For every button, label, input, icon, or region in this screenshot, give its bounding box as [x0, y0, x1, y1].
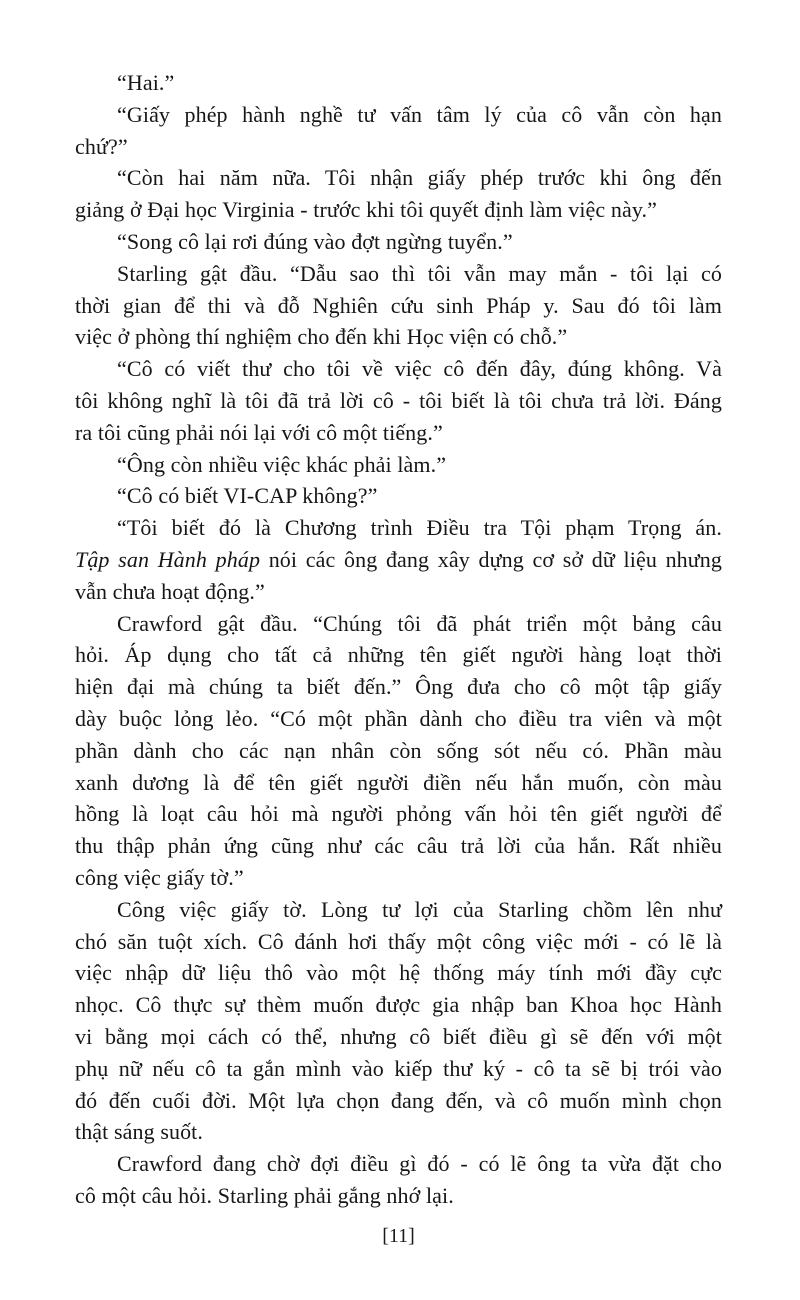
text-segment: việc nhập dữ liệu thô vào một hệ thống máy tính mới đầy cực [75, 960, 722, 986]
paragraph [75, 258, 722, 353]
text-segment: Công việc giấy tờ. Lòng tư lợi của Starling chồm lên như [117, 896, 722, 922]
text-segment: “Tôi biết đó là Chương trình Điều tra Tội phạm Trọng án. [117, 515, 722, 541]
text-line [75, 385, 722, 417]
text-segment: dày buộc lỏng lẻo. “Có một phần dành cho điều tra viên và một [75, 705, 722, 731]
text-line [75, 1148, 722, 1180]
text-line [75, 1021, 722, 1053]
text-line [75, 449, 722, 481]
text-segment: công việc giấy tờ.” [75, 864, 244, 890]
text-line [75, 512, 722, 544]
text-line [75, 417, 722, 449]
text-segment: nhọc. Cô thực sự thèm muốn được gia nhập ban Khoa học Hành [75, 992, 722, 1018]
text-segment: “Ông còn nhiều việc khác phải làm.” [117, 451, 447, 477]
text-segment: vẫn chưa hoạt động.” [75, 578, 265, 604]
text-line [75, 894, 722, 926]
text-line [75, 1180, 722, 1212]
text-segment: xanh dương là để tên giết người điền nếu hắn muốn, còn màu [75, 769, 722, 795]
text-line [75, 194, 722, 226]
text-segment: Crawford đang chờ đợi điều gì đó - có lẽ ông ta vừa đặt cho [117, 1151, 722, 1177]
paragraph [75, 512, 722, 607]
text-segment: phần dành cho các nạn nhân còn sống sót nếu có. Phần màu [75, 737, 722, 763]
text-segment: giảng ở Đại học Virginia - trước khi tôi quyết định làm việc này.” [75, 197, 657, 223]
text-line [75, 767, 722, 799]
italic-text-segment: Tập san Hành pháp [75, 546, 261, 572]
paragraph [75, 608, 722, 894]
page-number: [11] [382, 1224, 415, 1247]
text-segment: “Hai.” [117, 70, 175, 95]
text-segment: “Cô có biết VI-CAP không?” [117, 483, 378, 509]
text-line [75, 1116, 722, 1148]
text-segment: thu thập phản ứng cũng như các câu trả lời của hắn. Rất nhiều [75, 833, 722, 859]
text-line [75, 576, 722, 608]
text-segment: hồng là loạt câu hỏi mà người phỏng vấn hỏi tên giết người để [75, 801, 722, 827]
text-segment: việc ở phòng thí nghiệm cho đến khi Học viện có chỗ.” [75, 324, 568, 350]
paragraph [75, 226, 722, 258]
text-segment: “Giấy phép hành nghề tư vấn tâm lý của cô vẫn còn hạn [117, 101, 722, 127]
text-line [75, 735, 722, 767]
paragraph [75, 162, 722, 226]
text-line [75, 1053, 722, 1085]
text-line [75, 67, 722, 99]
text-line [75, 957, 722, 989]
text-line [75, 544, 722, 576]
text-line [75, 99, 722, 131]
paragraph [75, 99, 722, 163]
text-segment: “Còn hai năm nữa. Tôi nhận giấy phép trước khi ông đến [117, 165, 722, 191]
text-segment: hỏi. Áp dụng cho tất cả những tên giết người hàng loạt thời [75, 642, 722, 668]
text-segment: “Song cô lại rơi đúng vào đợt ngừng tuyển.” [117, 228, 513, 254]
text-segment: hiện đại mà chúng ta biết đến.” Ông đưa cho cô một tập giấy [75, 674, 722, 700]
text-line [75, 290, 722, 322]
paragraph [75, 353, 722, 448]
text-line [75, 830, 722, 862]
text-segment: Crawford gật đầu. “Chúng tôi đã phát triển một bảng câu [117, 610, 722, 636]
text-line [75, 989, 722, 1021]
text-segment: phụ nữ nếu cô ta gắn mình vào kiếp thư ký - cô ta sẽ bị trói vào [75, 1055, 722, 1081]
text-segment: chó săn tuột xích. Cô đánh hơi thấy một công việc mới - có lẽ là [75, 928, 722, 954]
text-line [75, 321, 722, 353]
text-line [75, 798, 722, 830]
text-line [75, 131, 722, 163]
paragraph [75, 480, 722, 512]
text-segment: vi bằng mọi cách có thể, nhưng cô biết điều gì sẽ đến với một [75, 1023, 722, 1049]
text-segment: nói các ông đang xây dựng cơ sở dữ liệu nhưng [260, 546, 723, 572]
text-line [75, 608, 722, 640]
text-line [75, 162, 722, 194]
paragraph [75, 1148, 722, 1212]
text-line [75, 639, 722, 671]
paragraph [75, 449, 722, 481]
text-segment: thật sáng suốt. [75, 1119, 203, 1145]
text-segment: chứ?” [75, 133, 128, 159]
text-line [75, 703, 722, 735]
text-segment: “Cô có viết thư cho tôi về việc cô đến đây, đúng không. Và [117, 356, 722, 382]
text-line [75, 258, 722, 290]
text-line [75, 671, 722, 703]
text-block [75, 67, 722, 1212]
text-segment: Starling gật đầu. “Dẫu sao thì tôi vẫn may mắn - tôi lại có [117, 260, 722, 286]
text-segment: tôi không nghĩ là tôi đã trả lời cô - tôi biết là tôi chưa trả lời. Đáng [75, 387, 722, 413]
text-line [75, 862, 722, 894]
text-segment: thời gian để thi và đỗ Nghiên cứu sinh Pháp y. Sau đó tôi làm [75, 292, 722, 318]
text-line [75, 926, 722, 958]
text-segment: cô một câu hỏi. Starling phải gắng nhớ lại. [75, 1182, 454, 1208]
paragraph [75, 894, 722, 1148]
paragraph [75, 67, 722, 99]
text-line [75, 1085, 722, 1117]
text-line [75, 353, 722, 385]
text-line [75, 226, 722, 258]
text-segment: ra tôi cũng phải nói lại với cô một tiếng.” [75, 419, 443, 445]
text-line [75, 480, 722, 512]
text-segment: đó đến cuối đời. Một lựa chọn đang đến, và cô muốn mình chọn [75, 1087, 722, 1113]
